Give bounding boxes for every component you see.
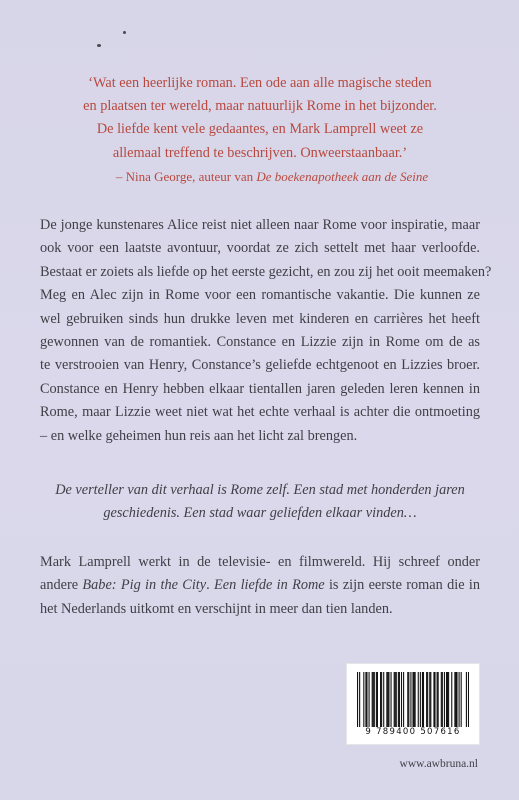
barcode-bar <box>357 672 358 727</box>
synopsis-line: Meg en Alec zijn in Rome voor een romantische vakantie. Die kunnen ze <box>40 287 480 304</box>
attribution-author: – Nina George, auteur van <box>115 168 257 184</box>
synopsis-line: gewonnen van de romantiek. Constance en Lizzie zijn in Rome om de as <box>40 334 480 351</box>
barcode-bar <box>412 672 413 727</box>
quote-line: ‘Wat een heerlijke roman. Een ode aan alle magische steden <box>88 75 432 91</box>
barcode-bar <box>459 672 460 727</box>
synopsis-line: Bestaat er zoiets als liefde op het eerste gezicht, en zou zij het ooit meemaken? <box>40 263 492 280</box>
barcode-icon <box>357 672 469 727</box>
barcode-bar <box>422 672 423 727</box>
barcode-bar <box>433 672 434 727</box>
bio-text: is zijn eerste roman die in <box>324 577 480 594</box>
quote-line: allemaal treffend te beschrijven. Onweerstaanbaar.’ <box>112 144 408 161</box>
barcode-bar <box>418 672 419 727</box>
barcode-bar <box>437 672 438 727</box>
isbn-number: 9 789400 507616 <box>365 727 461 737</box>
print-speck <box>97 44 101 47</box>
bio-book-title: Een liefde in Rome <box>214 577 325 594</box>
barcode-bar <box>387 672 388 727</box>
barcode-bar <box>427 672 428 727</box>
bio-text: andere <box>40 577 83 594</box>
barcode-bar <box>407 672 408 727</box>
barcode-bar <box>420 672 421 727</box>
barcode-bar <box>438 672 439 727</box>
barcode-bar <box>373 672 374 727</box>
barcode-bar <box>381 672 382 727</box>
barcode-bar <box>446 672 447 727</box>
barcode-bar <box>454 672 455 727</box>
barcode-bar <box>395 672 396 727</box>
barcode-bar <box>415 672 416 727</box>
barcode-bar <box>386 672 387 727</box>
bio-line <box>40 574 480 597</box>
barcode-bar <box>447 672 448 727</box>
barcode-bar <box>388 672 389 727</box>
barcode-bar <box>466 672 467 727</box>
barcode-bar <box>461 672 462 727</box>
synopsis-line: Constance en Henry hebben elkaar tientallen jaren geleden leren kennen in <box>40 380 480 397</box>
synopsis-line: De jonge kunstenares Alice reist niet alleen naar Rome voor inspiratie, maar <box>40 217 480 233</box>
quote-attribution <box>40 165 480 188</box>
barcode-bar <box>399 672 400 727</box>
barcode-bar <box>363 672 364 727</box>
barcode-label <box>346 663 480 745</box>
barcode-bar <box>366 672 367 727</box>
barcode-bar <box>372 672 373 727</box>
attribution-book-title: De boekenapotheek aan de Seine <box>256 168 429 184</box>
barcode-bar <box>398 672 399 727</box>
barcode-bar <box>396 672 397 727</box>
synopsis-line: Rome, maar Lizzie weet niet wat het echte verhaal is achter die ontmoeting <box>40 404 480 421</box>
bio-line: Mark Lamprell werkt in de televisie- en filmwereld. Hij schreef onder <box>40 554 480 570</box>
barcode-bar <box>423 672 424 727</box>
synopsis <box>40 214 492 448</box>
barcode-bar <box>429 672 430 727</box>
synopsis-line: – en welke geheimen hun reis aan het licht zal brengen. <box>40 427 358 444</box>
barcode-bar <box>441 672 442 727</box>
barcode-bar <box>383 672 384 727</box>
barcode-bar <box>455 672 456 727</box>
barcode-bar <box>374 672 375 727</box>
barcode-bar <box>426 672 427 727</box>
barcode-bar <box>401 672 402 727</box>
bio-film-title: Babe: Pig in the City <box>82 577 207 594</box>
barcode-bar <box>408 672 409 727</box>
endorsement-quote <box>40 72 480 188</box>
barcode-bar <box>410 672 411 727</box>
bio-text: . <box>206 577 215 594</box>
barcode-bar <box>390 672 391 727</box>
author-bio <box>40 551 480 621</box>
bio-line: het Nederlands uitkomt en verschijnt in meer dan tien landen. <box>40 600 393 617</box>
barcode-bar <box>369 672 370 727</box>
tagline-line: geschiedenis. Een stad waar geliefden elkaar vinden… <box>103 505 417 522</box>
barcode-bar <box>380 672 381 727</box>
barcode-bar <box>377 672 378 727</box>
barcode-bar <box>359 672 360 727</box>
barcode-bar <box>456 672 457 727</box>
barcode-bar <box>414 672 415 727</box>
barcode-bar <box>468 672 469 727</box>
tagline-line: De verteller van dit verhaal is Rome zelf. Een stad met honderden jaren <box>55 482 465 498</box>
barcode-bar <box>448 672 449 727</box>
print-speck <box>123 31 126 34</box>
barcode-bar <box>394 672 395 727</box>
barcode-bar <box>403 672 404 727</box>
barcode-bar <box>430 672 431 727</box>
publisher-url: www.awbruna.nl <box>399 758 478 770</box>
synopsis-line: ook voor een laatste avontuur, voordat ze zich settelt met haar verloofde. <box>40 240 480 257</box>
quote-line: De liefde kent vele gedaantes, en Mark Lamprell weet ze <box>96 121 424 138</box>
quote-line: en plaatsen ter wereld, maar natuurlijk Rome in het bijzonder. <box>83 98 437 115</box>
barcode-bar <box>365 672 366 727</box>
barcode-bar <box>434 672 435 727</box>
synopsis-line: wel gebruiken sinds hun drukke leven met kinderen en carrières het heeft <box>40 310 480 327</box>
barcode-bar <box>451 672 452 727</box>
barcode-bar <box>444 672 445 727</box>
barcode-bar <box>442 672 443 727</box>
synopsis-line: te verstrooien van Henry, Constance’s geliefde echtgenoot en Lizzies broer. <box>40 357 480 374</box>
tagline <box>40 479 480 526</box>
barcode-bar <box>376 672 377 727</box>
